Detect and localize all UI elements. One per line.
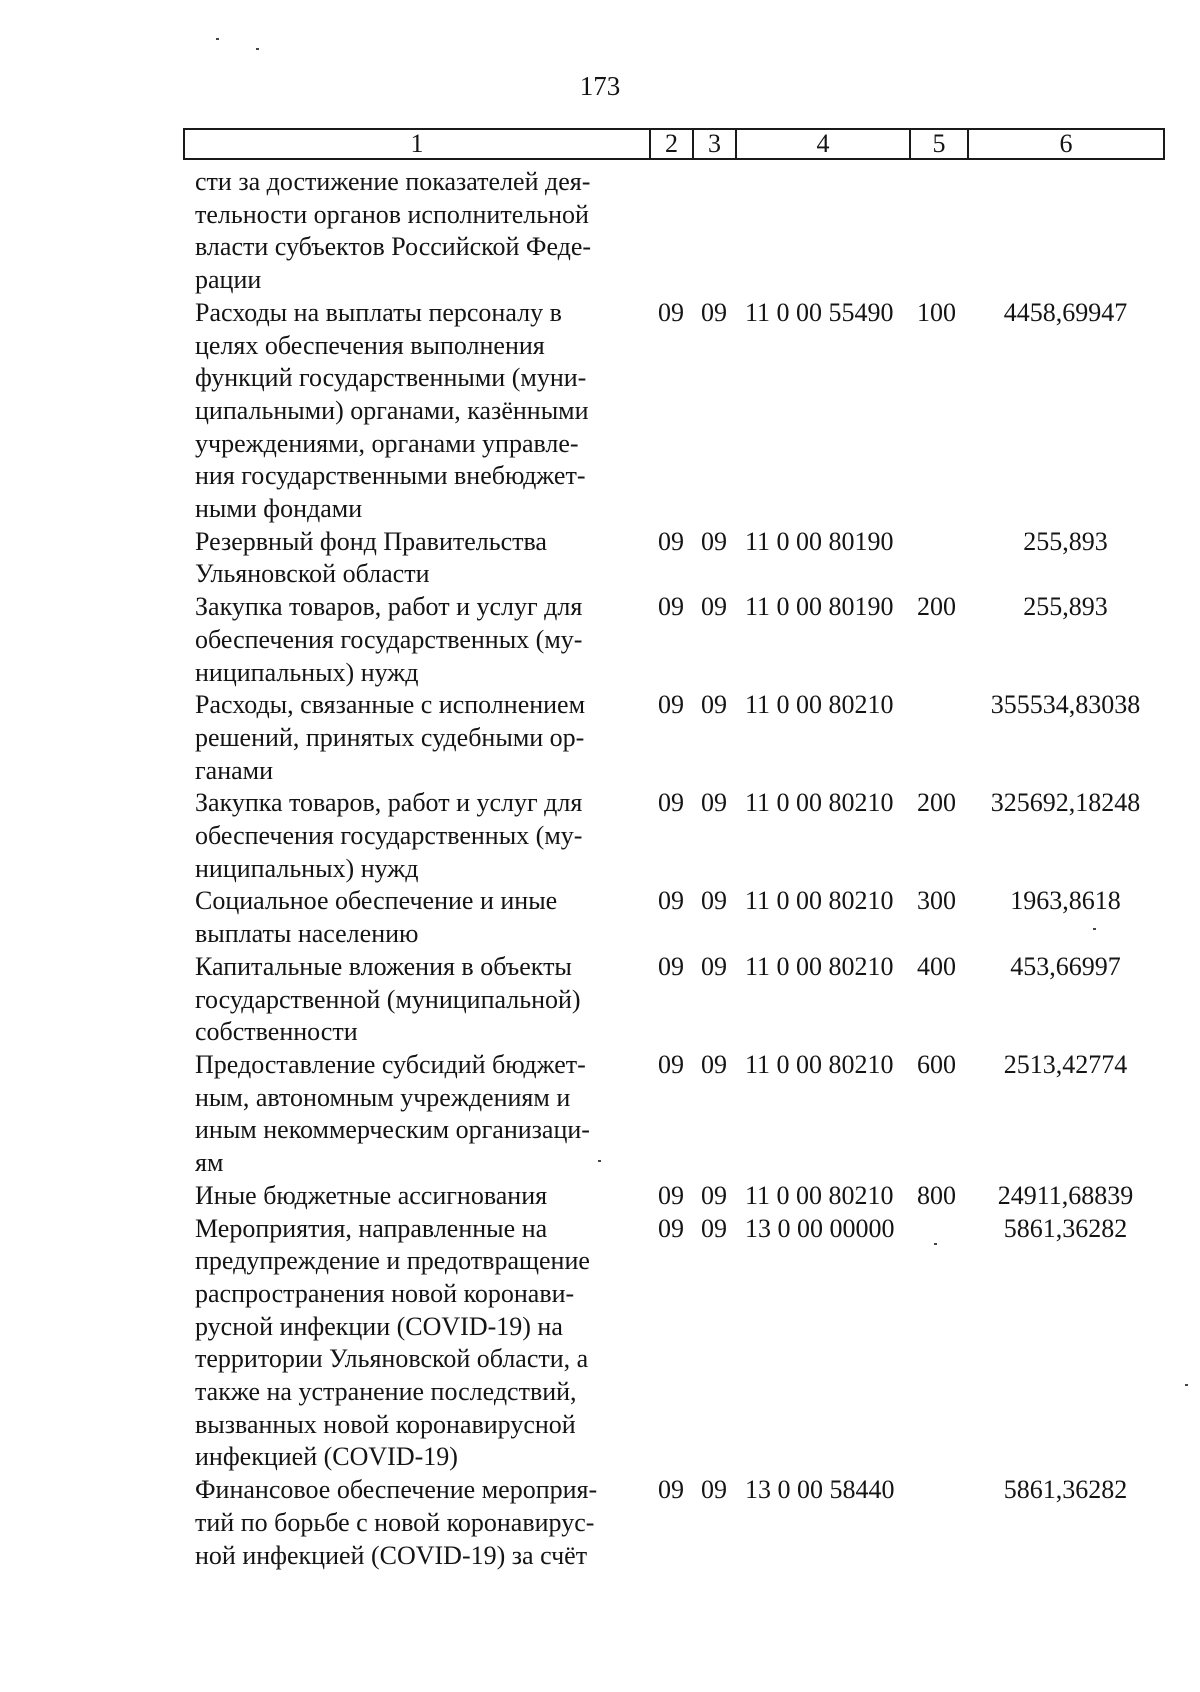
- row-description: [195, 951, 642, 1049]
- subsection-code: 09: [701, 951, 727, 981]
- amount-value: 4458,69947: [1003, 297, 1128, 327]
- target-article-code: 11 0 00 80210: [745, 1049, 894, 1079]
- row-description: [195, 885, 642, 950]
- description-line: ям: [195, 1148, 224, 1178]
- description-line: функций государственными (муни-: [195, 363, 587, 393]
- target-article-code: 13 0 00 58440: [745, 1475, 895, 1505]
- target-article-code: 11 0 00 80210: [745, 886, 894, 916]
- row-description: [195, 297, 642, 526]
- expense-type-code: 300: [917, 886, 956, 916]
- amount-value: 5861,36282: [1003, 1213, 1128, 1243]
- description-line: Финансовое обеспечение мероприя-: [195, 1475, 598, 1505]
- expense-type-code: 400: [917, 951, 956, 981]
- description-line: тельности органов исполнительной: [195, 199, 589, 229]
- description-line: ганами: [195, 755, 274, 785]
- section-code: 09: [658, 592, 684, 622]
- table-row: [0, 787, 1200, 885]
- section-code: 09: [658, 951, 684, 981]
- target-article-code: 11 0 00 80210: [745, 951, 894, 981]
- description-line: Закупка товаров, работ и услуг для: [195, 592, 583, 622]
- description-line: целях обеспечения выполнения: [195, 330, 545, 360]
- description-line: Ульяновской области: [195, 559, 430, 589]
- description-line: собственности: [195, 1017, 358, 1047]
- amount-value: 24911,68839: [997, 1180, 1134, 1210]
- row-description: [195, 591, 642, 689]
- description-line: ниципальных) нужд: [195, 657, 419, 687]
- description-line: территории Ульяновской области, а: [195, 1344, 589, 1374]
- description-line: распространения новой коронави-: [195, 1278, 575, 1308]
- expense-type-code: 100: [917, 297, 956, 327]
- description-line: Расходы на выплаты персоналу в: [195, 297, 562, 327]
- section-code: 09: [658, 788, 684, 818]
- scan-speck: [256, 48, 259, 50]
- expense-type-code: 600: [917, 1049, 956, 1079]
- description-line: ным, автономным учреждениям и: [195, 1082, 571, 1112]
- amount-value: 355534,83038: [990, 690, 1141, 720]
- target-article-code: 11 0 00 80210: [745, 690, 894, 720]
- description-line: государственной (муниципальной): [195, 984, 581, 1014]
- column-header-3: 3: [694, 130, 737, 158]
- description-line: решений, принятых судебными ор-: [195, 722, 585, 752]
- scan-speck: [216, 38, 219, 40]
- row-description: [195, 1180, 642, 1213]
- budget-table-body: [0, 166, 1200, 1572]
- target-article-code: 11 0 00 80210: [745, 788, 894, 818]
- description-line: власти субъектов Российской Феде-: [195, 232, 592, 262]
- row-description: [195, 1049, 642, 1180]
- column-header-5: 5: [911, 130, 969, 158]
- section-code: 09: [658, 690, 684, 720]
- subsection-code: 09: [701, 690, 727, 720]
- scan-speck: [598, 1160, 601, 1162]
- section-code: 09: [658, 1475, 684, 1505]
- row-description: [195, 787, 642, 885]
- expense-type-code: 200: [917, 788, 956, 818]
- description-line: ной инфекцией (COVID-19) за счёт: [195, 1540, 588, 1570]
- description-line: Иные бюджетные ассигнования: [195, 1180, 548, 1210]
- column-header-4: 4: [737, 130, 911, 158]
- target-article-code: 11 0 00 80190: [745, 526, 894, 556]
- table-row: [0, 297, 1200, 526]
- description-line: Расходы, связанные с исполнением: [195, 690, 586, 720]
- table-row: [0, 166, 1200, 297]
- column-header-6: 6: [1059, 129, 1073, 158]
- row-description: [195, 526, 642, 591]
- table-row: [0, 1213, 1200, 1475]
- description-line: рации: [195, 265, 262, 295]
- description-line: вызванных новой коронавирусной: [195, 1409, 576, 1439]
- amount-value: 255,893: [1023, 592, 1108, 622]
- description-line: русной инфекции (COVID-19) на: [195, 1311, 563, 1341]
- target-article-code: 11 0 00 80190: [745, 592, 894, 622]
- description-line: тий по борьбе с новой коронавирус-: [195, 1507, 595, 1537]
- column-header-1: 1: [185, 130, 651, 158]
- description-line: учреждениями, органами управле-: [195, 428, 579, 458]
- expense-type-code: 800: [917, 1180, 956, 1210]
- column-header-2: 2: [651, 130, 694, 158]
- table-row: [0, 1180, 1200, 1213]
- page-number: 173: [579, 71, 621, 101]
- scan-speck: [1093, 928, 1096, 930]
- row-description: [195, 689, 642, 787]
- description-line: выплаты населению: [195, 919, 419, 949]
- subsection-code: 09: [701, 1475, 727, 1505]
- amount-value: 453,66997: [1010, 951, 1121, 981]
- table-row: [0, 1474, 1200, 1572]
- amount-value: 2513,42774: [1003, 1049, 1128, 1079]
- description-line: сти за достижение показателей дея-: [195, 167, 591, 196]
- subsection-code: 09: [701, 1180, 727, 1210]
- subsection-code: 09: [701, 526, 727, 556]
- table-row: [0, 885, 1200, 950]
- table-row: [0, 951, 1200, 1049]
- amount-value: 1963,8618: [1010, 886, 1121, 916]
- subsection-code: 09: [701, 1049, 727, 1079]
- description-line: ципальными) органами, казёнными: [195, 395, 589, 425]
- description-line: ния государственными внебюджет-: [195, 461, 586, 491]
- description-line: Капитальные вложения в объекты: [195, 951, 572, 981]
- description-line: Резервный фонд Правительства: [195, 526, 547, 556]
- description-line: Закупка товаров, работ и услуг для: [195, 788, 583, 818]
- section-code: 09: [658, 886, 684, 916]
- section-code: 09: [658, 1049, 684, 1079]
- description-line: Социальное обеспечение и иные: [195, 886, 558, 916]
- description-line: предупреждение и предотвращение: [195, 1246, 590, 1276]
- description-line: инфекцией (COVID-19): [195, 1442, 458, 1472]
- table-row: [0, 591, 1200, 689]
- amount-value: 255,893: [1023, 526, 1108, 556]
- description-line: ными фондами: [195, 494, 363, 524]
- subsection-code: 09: [701, 297, 727, 327]
- description-line: ниципальных) нужд: [195, 853, 419, 883]
- row-description: [195, 166, 642, 297]
- description-line: Предоставление субсидий бюджет-: [195, 1049, 586, 1079]
- expense-type-code: 200: [917, 592, 956, 622]
- column-header-row: [183, 128, 1165, 160]
- description-line: иным некоммерческим организаци-: [195, 1115, 590, 1145]
- subsection-code: 09: [701, 788, 727, 818]
- target-article-code: 11 0 00 55490: [745, 297, 894, 327]
- table-row: [0, 526, 1200, 591]
- table-row: [0, 689, 1200, 787]
- scan-speck: [1185, 1384, 1188, 1386]
- description-line: обеспечения государственных (му-: [195, 624, 583, 654]
- scan-speck: [934, 1243, 937, 1245]
- amount-value: 325692,18248: [990, 788, 1141, 818]
- row-description: [195, 1474, 642, 1572]
- description-line: также на устранение последствий,: [195, 1377, 577, 1407]
- description-line: обеспечения государственных (му-: [195, 821, 583, 851]
- row-description: [195, 1213, 642, 1475]
- section-code: 09: [658, 526, 684, 556]
- section-code: 09: [658, 1180, 684, 1210]
- subsection-code: 09: [701, 1213, 727, 1243]
- subsection-code: 09: [701, 592, 727, 622]
- target-article-code: 13 0 00 00000: [745, 1213, 895, 1243]
- description-line: Мероприятия, направленные на: [195, 1213, 548, 1243]
- section-code: 09: [658, 297, 684, 327]
- section-code: 09: [658, 1213, 684, 1243]
- subsection-code: 09: [701, 886, 727, 916]
- amount-value: 5861,36282: [1003, 1475, 1128, 1505]
- target-article-code: 11 0 00 80210: [745, 1180, 894, 1210]
